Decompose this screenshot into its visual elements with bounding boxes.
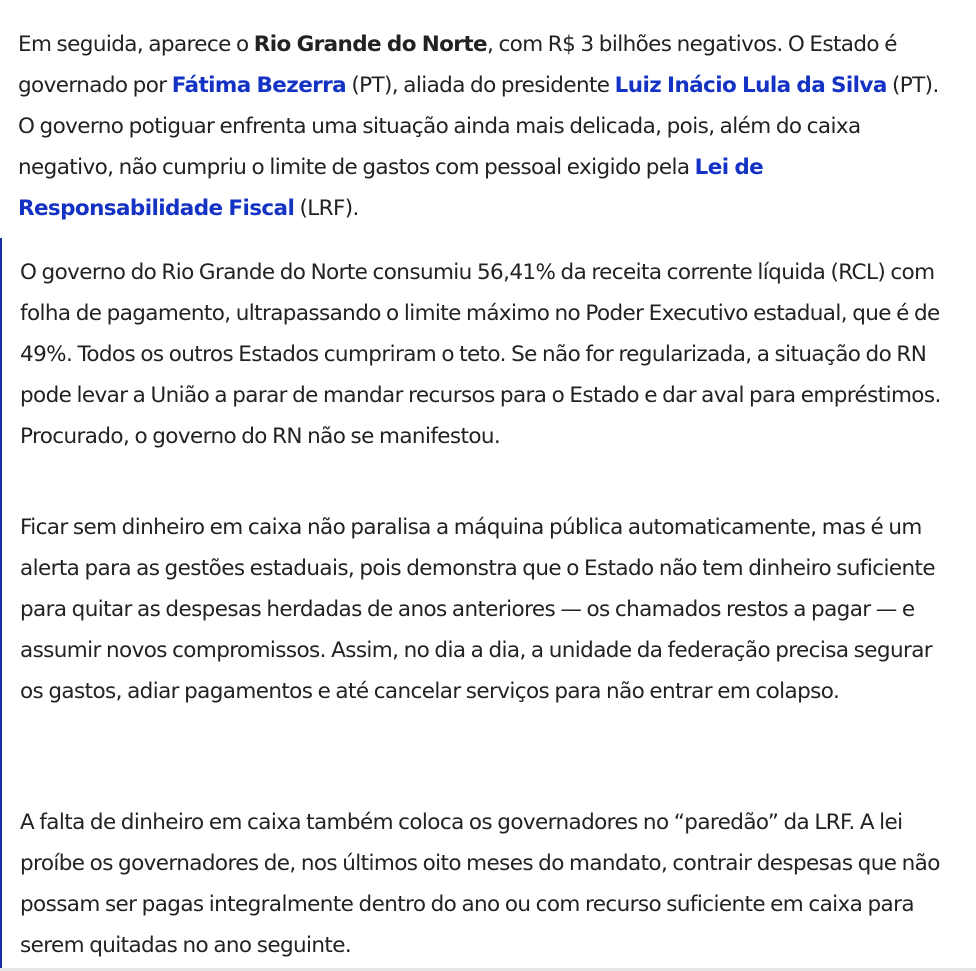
quote-paragraph-3: A falta de dinheiro em caixa também coloca os governadores no “paredão” da LRF. A lei proíbe os governadores de, nos últimos oito meses do mandato, contrair despesas que não possam ser pagas integralmente dentro do ano ou com recurso suficiente em caixa para serem quitadas no ano seguinte. xyxy=(20,810,940,958)
blockquote-bar xyxy=(0,238,2,971)
link-lrf[interactable]: Lei de Responsabilidade Fiscal xyxy=(18,155,764,221)
state-name-bold: Rio Grande do Norte xyxy=(253,32,487,57)
quote-paragraph-2: Ficar sem dinheiro em caixa não paralisa a máquina pública automaticamente, mas é um alerta para as gestões estaduais, pois demonstra que o Estado não tem dinheiro suficiente para quitar as despesas herdadas de anos anteriores — os chamados restos a pagar — e assumir novos compromissos. Assim, no dia a dia, a unidade da federação precisa segurar os gastos, adiar pagamentos e até cancelar serviços para não entrar em colapso. xyxy=(20,515,935,704)
intro-text-2: , com R$ 3 bilhões negativos. O Estado é governado por xyxy=(18,32,897,98)
intro-text-1: Em seguida, aparece o xyxy=(18,32,254,57)
link-lula[interactable]: Luiz Inácio Lula da Silva xyxy=(614,73,887,98)
link-fatima-bezerra[interactable]: Fátima Bezerra xyxy=(171,73,347,98)
quote-paragraph-1: O governo do Rio Grande do Norte consumiu 56,41% da receita corrente líquida (RCL) com folha de pagamento, ultrapassando o limite máximo no Poder Executivo estadual, que é de 49%. Todos os outros Estados cumpriram o teto. Se não for regularizada, a situação do RN pode levar a União a parar de mandar recursos para o Estado e dar aval para empréstimos. Procurado, o governo do RN não se manifestou. xyxy=(20,260,941,449)
intro-text-3: (PT), aliada do presidente xyxy=(346,73,615,98)
intro-text-5: (LRF). xyxy=(294,196,359,221)
intro-text-4: (PT). O governo potiguar enfrenta uma situação ainda mais delicada, pois, além do caixa negativo, não cumpriu o limite de gastos com pessoal exigido pela xyxy=(18,73,939,180)
intro-paragraph xyxy=(18,24,948,229)
